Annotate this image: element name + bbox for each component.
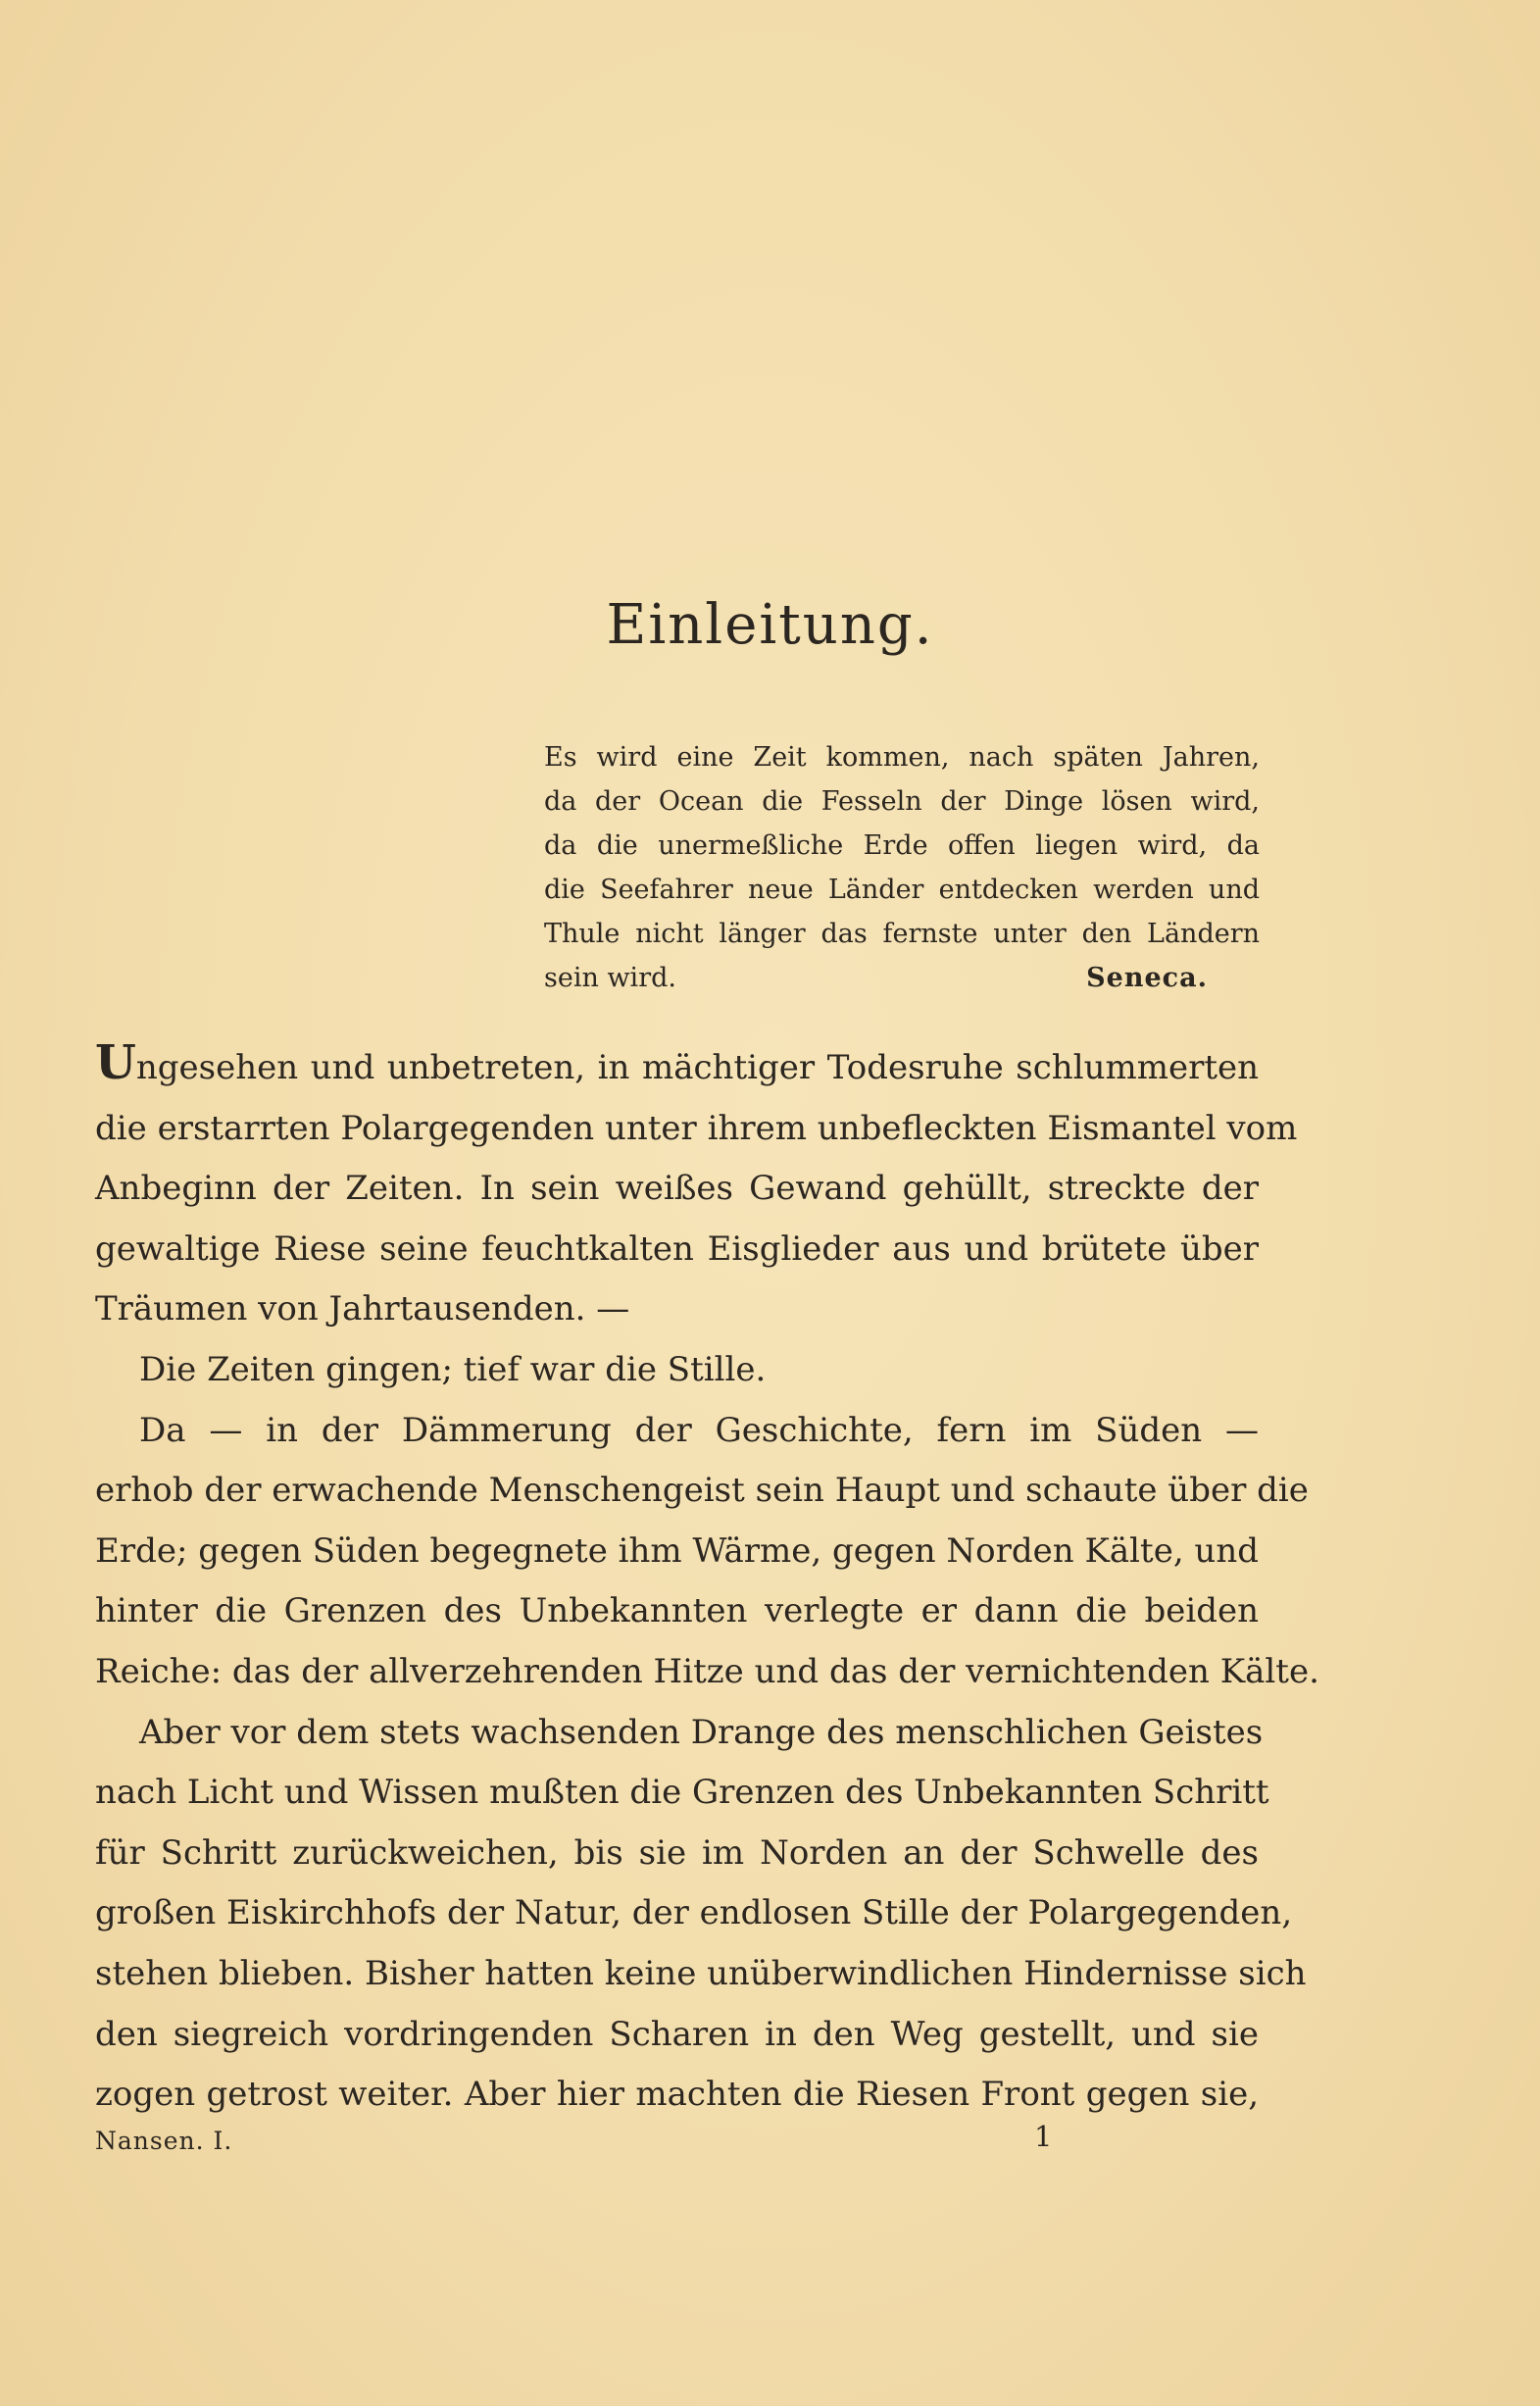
epigraph-line: Es wird eine Zeit kommen, nach späten Jahren,: [544, 742, 1260, 773]
body-line: Anbeginn der Zeiten. In sein weißes Gewand gehüllt, streckte der: [95, 1169, 1259, 1209]
body-line: die erstarrten Polargegenden unter ihrem unbefleckten Eismantel vom: [95, 1108, 1298, 1148]
body-line: nach Licht und Wissen mußten die Grenzen des Unbekannten Schritt: [95, 1773, 1269, 1813]
body-line-text: ngesehen und unbetreten, in mächtiger Todesruhe schlummerten: [135, 1048, 1259, 1087]
epigraph-line: Thule nicht länger das fernste unter den Ländern: [544, 919, 1260, 949]
body-line: hinter die Grenzen des Unbekannten verlegte er dann die beiden: [95, 1591, 1259, 1631]
body-line: Da — in der Dämmerung der Geschichte, fern im Süden —: [139, 1410, 1259, 1450]
body-line: Träumen von Jahrtausenden. —: [95, 1289, 630, 1329]
epigraph-line: die Seefahrer neue Länder entdecken werden und: [544, 875, 1260, 905]
body-line: Erde; gegen Süden begegnete ihm Wärme, gegen Norden Kälte, und: [95, 1530, 1259, 1571]
epigraph: [544, 735, 1260, 1000]
page-number: 1: [1034, 2120, 1053, 2153]
epigraph-line: sein wird.: [544, 963, 676, 993]
signature-mark: Nansen. I.: [95, 2127, 233, 2155]
body-line: stehen blieben. Bisher hatten keine unüberwindlichen Hindernisse sich: [95, 1953, 1307, 1993]
body-line: großen Eiskirchhofs der Natur, der endlosen Stille der Polargegenden,: [95, 1893, 1293, 1933]
body-line: [95, 1035, 1259, 1099]
body-line: erhob der erwachende Menschengeist sein Haupt und schaute über die: [95, 1471, 1309, 1511]
body-line: Reiche: das der allverzehrenden Hitze und das der vernichtenden Kälte.: [95, 1651, 1319, 1691]
initial-letter: U: [95, 1035, 136, 1090]
body-line: zogen getrost weiter. Aber hier machten die Riesen Front gegen sie,: [95, 2075, 1259, 2115]
body-line: Die Zeiten gingen; tief war die Stille.: [139, 1349, 767, 1389]
body-line: gewaltige Riese seine feuchtkalten Eisglieder aus und brütete über: [95, 1228, 1259, 1269]
body-line: Aber vor dem stets wachsenden Drange des menschlichen Geistes: [139, 1712, 1264, 1752]
epigraph-final-line: [544, 956, 1260, 1000]
epigraph-line: da die unermeßliche Erde offen liegen wird, da: [544, 830, 1260, 861]
body-text: [95, 1035, 1319, 2126]
body-line: für Schritt zurückweichen, bis sie im Norden an der Schwelle des: [95, 1832, 1259, 1873]
body-line: den siegreich vordringenden Scharen in den Weg gestellt, und sie: [95, 2014, 1259, 2054]
chapter-title: Einleitung.: [606, 593, 934, 657]
epigraph-author: Seneca.: [1086, 963, 1208, 993]
epigraph-line: da der Ocean die Fesseln der Dinge lösen wird,: [544, 786, 1260, 817]
